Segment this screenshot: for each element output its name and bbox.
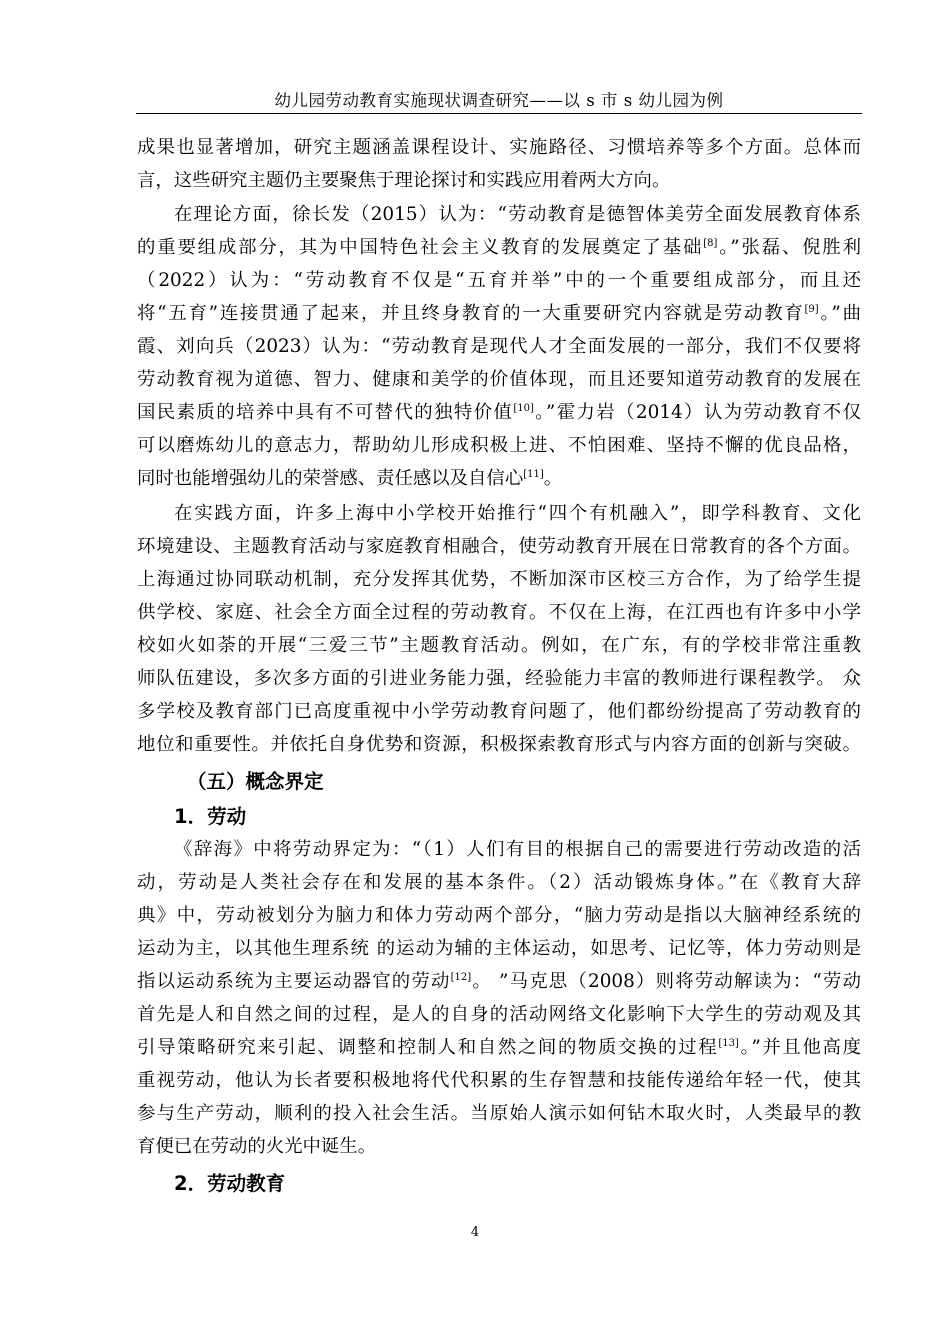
running-header: 幼儿园劳动教育实施现状调查研究——以 s 市 s 幼儿园为例 (274, 91, 724, 110)
text-line: 《辞海》中将劳动界定为：“（1）人们有目的根据自己的需要进行劳动改造的活 (174, 839, 861, 860)
citation-ref: [10] (513, 403, 534, 414)
text-line: 地位和重要性。并依托自身优势和资源，积极探索教育形式与内容方面的创新与突破。 (137, 734, 861, 755)
paragraph-practice (137, 497, 861, 761)
subsection-heading: 2．劳动教育 (174, 1172, 286, 1195)
text-line: 指以运动系统为主要运动器官的劳动[12]。 ”马克思（2008）则将劳动解读为：“劳动 (137, 971, 861, 992)
text-line: 首先是人和自然之间的过程，是人的自身的活动网络文化影响下大学生的劳动观及其 (137, 1004, 861, 1025)
text-line: 上海通过协同联动机制，充分发挥其优势，不断加深市区校三方合作，为了给学生提 (137, 569, 861, 590)
text-line: 国民素质的培养中具有不可替代的独特价值[10]。”霍力岩（2014）认为劳动教育不仅 (137, 402, 861, 423)
text-line: 重视劳动，他认为长者要积极地将代代积累的生存智慧和技能传递给年轻一代，使其 (137, 1070, 861, 1091)
paragraph-intro-continued (137, 131, 861, 197)
page-number: 4 (470, 1225, 480, 1240)
text-line: 育便已在劳动的火光中诞生。 (137, 1136, 377, 1157)
text-line: （2022）认为：“劳动教育不仅是“五育并举”中的一个重要组成部分，而且还 (137, 270, 861, 291)
text-line: 劳动教育视为道德、智力、健康和美学的价值体现，而且还要知道劳动教育的发展在 (137, 369, 861, 390)
text-line: 参与生产劳动，顺利的投入社会生活。当原始人演示如何钻木取火时，人类最早的教 (137, 1103, 861, 1124)
subsection-heading: 1．劳动 (174, 805, 247, 828)
text-line: 校如火如荼的开展“三爱三节”主题教育活动。例如，在广东，有的学校非常注重教 (137, 635, 861, 656)
paragraph-theory (137, 198, 861, 495)
text-line: 在理论方面，徐长发（2015）认为：“劳动教育是德智体美劳全面发展教育体系 (174, 204, 861, 225)
text-line: 引导策略研究来引起、调整和控制人和自然之间的物质交换的过程[13]。”并且他高度 (137, 1037, 861, 1058)
text-line: 在实践方面，许多上海中小学校开始推行“四个有机融入”，即学科教育、文化 (174, 503, 861, 524)
text-line: 典》中，劳动被划分为脑力和体力劳动两个部分，“脑力劳动是指以大脑神经系统的 (137, 905, 861, 926)
citation-ref: [9] (804, 304, 819, 315)
text-line: 多学校及教育部门已高度重视中小学劳动教育问题了，他们都纷纷提高了劳动教育的 (137, 701, 861, 722)
text-line: 供学校、家庭、社会全方面全过程的劳动教育。不仅在上海，在江西也有许多中小学 (137, 602, 861, 623)
text-line: 运动为主，以其他生理系统 的运动为辅的主体运动，如思考、记忆等，体力劳动则是 (137, 938, 861, 959)
document-body (137, 131, 861, 1200)
text-line: 师队伍建设，多次多方面的引进业务能力强，经验能力丰富的教师进行课程教学。 众 (137, 668, 861, 689)
text-line: 将“五育”连接贯通了起来，并且终身教育的一大重要研究内容就是劳动教育[9]。”曲 (137, 303, 861, 324)
citation-ref: [13] (718, 1038, 739, 1049)
header-rule (136, 113, 862, 114)
text-line: 霞、刘向兵（2023）认为：“劳动教育是现代人才全面发展的一部分，我们不仅要将 (137, 336, 861, 357)
text-line: 成果也显著增加，研究主题涵盖课程设计、实施路径、习惯培养等多个方面。总体而 (137, 137, 861, 158)
text-line: 言，这些研究主题仍主要聚焦于理论探讨和实践应用着两大方向。 (137, 170, 671, 191)
citation-ref: [8] (703, 238, 718, 249)
text-line: 环境建设、主题教育活动与家庭教育相融合，使劳动教育开展在日常教育的各个方面。 (137, 536, 861, 557)
text-line: 的重要组成部分，其为中国特色社会主义教育的发展奠定了基础[8]。”张磊、倪胜利 (137, 237, 861, 258)
text-line: 动，劳动是人类社会存在和发展的基本条件。（2）活动锻炼身体。”在《教育大辞 (137, 872, 861, 893)
citation-ref: [11] (523, 469, 544, 480)
text-line: 可以磨炼幼儿的意志力，帮助幼儿形成积极上进、不怕困难、坚持不懈的优良品格， (137, 435, 861, 456)
section-heading: （五）概念界定 (187, 770, 324, 793)
paragraph-labor-definition (137, 833, 861, 1163)
citation-ref: [12] (450, 972, 472, 983)
text-line: 同时也能增强幼儿的荣誉感、责任感以及自信心[11]。 (137, 468, 563, 489)
